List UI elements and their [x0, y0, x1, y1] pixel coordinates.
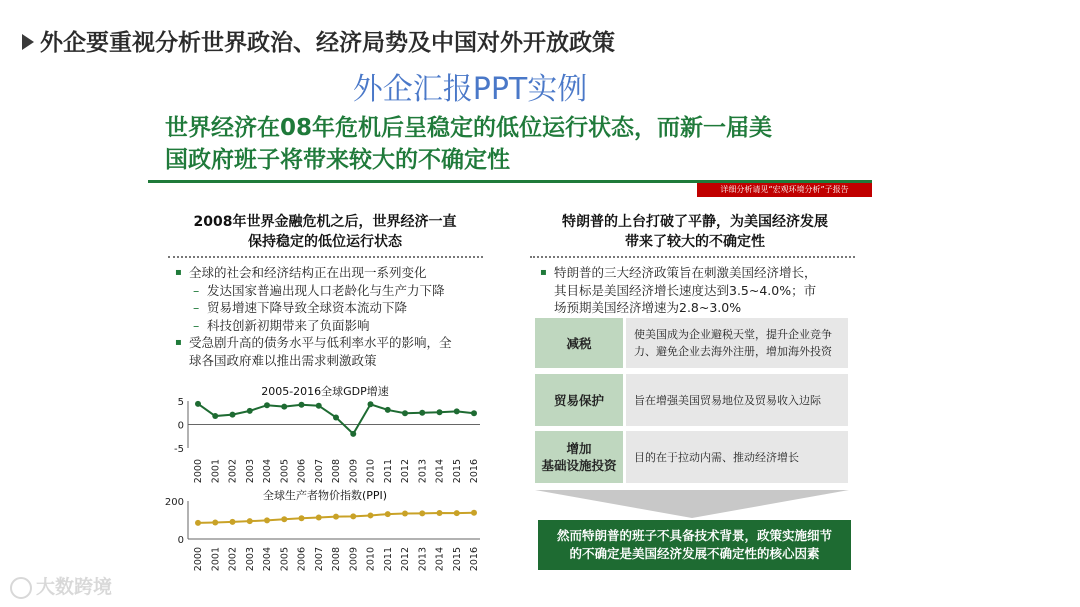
report-tag: 详细分析请见“宏观环境分析”子报告	[697, 183, 872, 197]
policy-label-line-1: 增加	[566, 441, 592, 456]
right-dotted-divider	[530, 256, 855, 258]
watermark-text: 大数跨境	[36, 576, 113, 598]
conclusion-box	[538, 520, 851, 570]
gdp-growth-chart	[170, 393, 490, 485]
policy-description	[626, 318, 848, 368]
policy-row-trade-protection	[535, 374, 848, 426]
x-tick-label: 2015	[451, 459, 463, 484]
headline-line-1: 世界经济在08年危机后呈稳定的低位运行状态，而新一届美	[165, 115, 773, 141]
data-point	[247, 518, 253, 524]
left-heading-line-1: 2008年世界金融危机之后，世界经济一直	[193, 214, 457, 230]
x-tick-label: 2014	[434, 459, 446, 484]
data-point	[195, 520, 201, 526]
data-point	[385, 407, 391, 413]
x-tick-label: 2006	[296, 547, 308, 572]
x-tick-label: 2007	[313, 547, 325, 572]
data-point	[299, 515, 305, 521]
subtitle: 外企汇报PPT实例	[352, 72, 588, 107]
left-heading	[165, 212, 485, 252]
policy-row-infrastructure	[535, 431, 848, 483]
y-tick-label: -5	[174, 444, 184, 455]
data-point	[437, 510, 443, 516]
x-tick-label: 2002	[227, 547, 239, 572]
data-point	[419, 510, 425, 516]
data-point	[230, 412, 236, 418]
list-item-continued: 球各国政府难以推出需求刺激政策	[189, 352, 377, 368]
policy-text-line-1: 使美国成为企业避税天堂，提升企业竞争	[634, 328, 832, 341]
data-point	[316, 515, 322, 521]
list-item: ▪ 特朗普的三大经济政策旨在刺激美国经济增长，	[540, 264, 860, 282]
policy-label: 贸易保护	[535, 374, 623, 426]
policy-label	[535, 431, 623, 483]
x-tick-label: 2001	[210, 459, 222, 484]
data-point	[471, 410, 477, 416]
x-tick-label: 2000	[193, 547, 204, 572]
policy-label: 减税	[535, 318, 623, 368]
data-point	[402, 511, 408, 517]
list-item: ▪ 受急剧升高的债务水平与低利率水平的影响，全	[175, 334, 485, 352]
x-tick-label: 2012	[400, 459, 411, 484]
x-tick-label: 2004	[262, 459, 273, 484]
left-bullet-list	[175, 264, 485, 369]
data-point	[350, 513, 356, 519]
x-tick-label: 2002	[227, 459, 239, 484]
conclusion-line-2: 的不确定是美国经济发展不确定性的核心因素	[569, 546, 820, 561]
data-point	[471, 510, 477, 516]
data-point	[247, 408, 253, 414]
data-point	[264, 402, 270, 408]
list-item-continued: 其目标是美国经济增长速度达到3.5~4.0%；市	[554, 282, 817, 298]
y-tick-label: 5	[177, 397, 184, 408]
list-item: – 贸易增速下降导致全球资本流动下降	[175, 299, 485, 317]
x-tick-label: 2013	[417, 547, 429, 572]
ppi-chart-title: 全球生产者物价指数(PPI)	[262, 489, 388, 502]
y-tick-label: 0	[177, 535, 184, 546]
x-tick-label: 2010	[365, 459, 377, 484]
data-point	[281, 404, 287, 410]
list-item-continued: 场预期美国经济增速为2.8~3.0%	[554, 300, 742, 315]
data-point	[195, 401, 201, 407]
x-tick-label: 2007	[313, 459, 325, 484]
data-point	[333, 414, 339, 420]
y-tick-label: 0	[177, 420, 184, 432]
x-tick-label: 2003	[244, 547, 256, 572]
page-title	[22, 24, 615, 57]
data-point	[350, 431, 356, 437]
x-tick-label: 2012	[400, 547, 411, 572]
data-point	[454, 408, 460, 414]
x-tick-label: 2016	[469, 547, 480, 572]
data-point	[368, 512, 374, 518]
data-point	[454, 510, 460, 516]
conclusion-line-1: 然而特朗普的班子不具备技术背景，政策实施细节	[556, 528, 832, 543]
x-tick-label: 2000	[193, 459, 204, 484]
list-item: ▪ 全球的社会和经济结构正在出现一系列变化	[175, 264, 485, 282]
x-tick-label: 2004	[262, 547, 273, 572]
x-tick-label: 2009	[348, 547, 360, 572]
page-title-text: 外企要重视分析世界政治、经济局势及中国对外开放政策	[40, 30, 615, 56]
policy-description: 旨在增强美国贸易地位及贸易收入边际	[626, 374, 848, 426]
data-point	[437, 409, 443, 415]
x-tick-label: 2011	[382, 547, 394, 572]
x-tick-label: 2015	[451, 547, 463, 572]
x-tick-label: 2008	[331, 459, 342, 484]
right-bullet	[540, 264, 860, 317]
data-point	[402, 410, 408, 416]
data-point	[299, 402, 305, 408]
ppi-chart	[164, 495, 490, 575]
data-point	[333, 514, 339, 520]
policy-row-tax-cut	[535, 318, 848, 368]
x-tick-label: 2009	[348, 459, 360, 484]
logo-icon	[10, 577, 32, 599]
left-heading-line-2: 保持稳定的低位运行状态	[248, 234, 402, 250]
data-point	[385, 511, 391, 517]
data-point	[264, 517, 270, 523]
x-tick-label: 2005	[279, 547, 291, 572]
x-tick-label: 2016	[469, 459, 480, 484]
play-arrow-icon	[22, 34, 34, 50]
gdp-chart-title: 2005-2016全球GDP增速	[261, 385, 389, 398]
x-tick-label: 2010	[365, 547, 377, 572]
x-tick-label: 2011	[382, 459, 394, 484]
policy-text-line-2: 力、避免企业去海外注册，增加海外投资	[634, 345, 832, 358]
x-tick-label: 2006	[296, 459, 308, 484]
list-item: – 科技创新初期带来了负面影响	[175, 317, 485, 335]
slide-headline	[165, 112, 865, 176]
watermark-logo	[10, 572, 112, 599]
x-tick-label: 2008	[331, 547, 342, 572]
data-point	[368, 401, 374, 407]
list-item: – 发达国家普遍出现人口老龄化与生产力下降	[175, 282, 485, 300]
x-tick-label: 2014	[434, 547, 446, 572]
right-heading-line-1: 特朗普的上台打破了平静，为美国经济发展	[562, 214, 828, 230]
data-point	[316, 403, 322, 409]
y-tick-label: 200	[164, 497, 184, 508]
policy-description: 目的在于拉动内需、推动经济增长	[626, 431, 848, 483]
data-point	[212, 413, 218, 419]
data-point	[212, 519, 218, 525]
x-tick-label: 2001	[210, 547, 222, 572]
x-tick-label: 2005	[279, 459, 291, 484]
right-heading-line-2: 带来了较大的不确定性	[625, 234, 765, 250]
data-point	[230, 519, 236, 525]
down-arrow-icon	[535, 490, 849, 518]
data-point	[419, 410, 425, 416]
data-point	[281, 516, 287, 522]
x-tick-label: 2003	[244, 459, 256, 484]
policy-label-line-2: 基础设施投资	[541, 458, 617, 473]
x-tick-label: 2013	[417, 459, 429, 484]
headline-line-2: 国政府班子将带来较大的不确定性	[165, 147, 510, 173]
left-dotted-divider	[168, 256, 483, 258]
right-heading	[530, 212, 860, 252]
